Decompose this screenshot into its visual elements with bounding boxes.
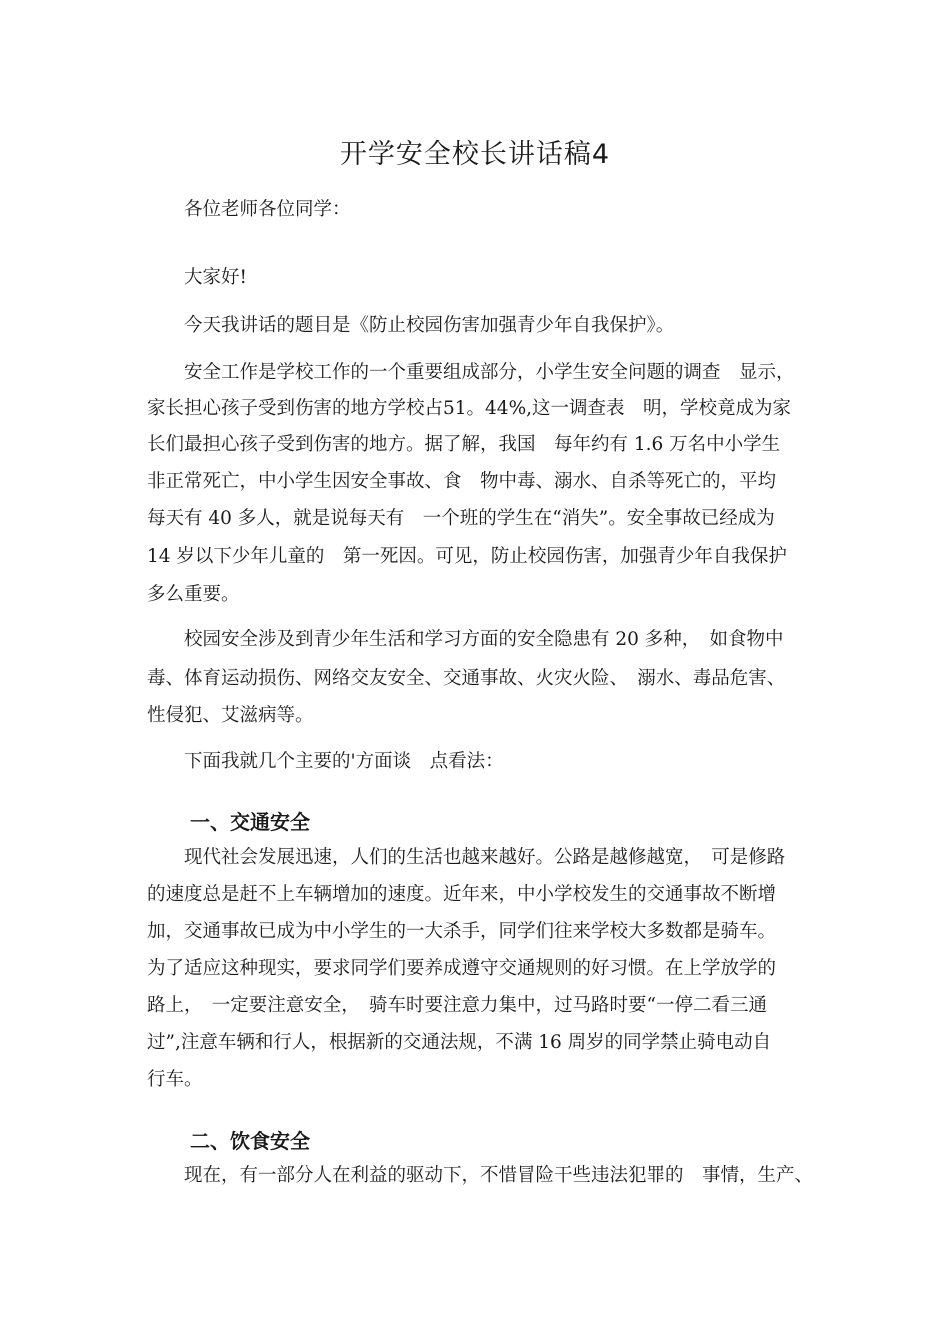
greeting: 大家好!: [184, 267, 247, 288]
section-heading: 一、交通安全: [190, 810, 310, 834]
paragraph-line: 14 岁以下少年儿童的 第一死因。可见，防止校园伤害，加强青少年自我保护: [147, 546, 787, 567]
paragraph-line: 毒、体育运动损伤、网络交友安全、交通事故、火灾火险、 溺水、毒品危害、: [147, 668, 786, 689]
paragraph-line: 现在，有一部分人在利益的驱动下，不惜冒险干些违法犯罪的 事情，生产、: [184, 1165, 814, 1186]
document-title: 开学安全校长讲话稿4: [339, 139, 611, 170]
salutation: 各位老师各位同学：: [184, 199, 351, 220]
section-heading: 二、饮食安全: [190, 1129, 310, 1153]
paragraph-line: 过”,注意车辆和行人，根据新的交通法规，不满 16 周岁的同学禁止骑电动自: [147, 1032, 772, 1053]
paragraph-line: 加，交通事故已成为中小学生的一大杀手，同学们往来学校大多数都是骑车。: [147, 921, 777, 942]
paragraph-line: 下面我就几个主要的'方面谈 点看法：: [184, 751, 504, 772]
paragraph-line: 家长担心孩子受到伤害的地方学校占51。44%,这一调查表 明，学校竟成为家: [147, 398, 792, 419]
paragraph-line: 安全工作是学校工作的一个重要组成部分，小学生安全问题的调查 显示，: [184, 362, 795, 383]
paragraph-line: 为了适应这种现实，要求同学们要养成遵守交通规则的好习惯。在上学放学的: [147, 958, 777, 979]
paragraph-line: 的速度总是赶不上车辆增加的速度。近年来，中小学校发生的交通事故不断增: [147, 884, 777, 905]
paragraph-line: 现代社会发展迅速，人们的生活也越来越好。公路是越修越宽， 可是修路: [184, 847, 786, 868]
paragraph-line: 非正常死亡，中小学生因安全事故、食 物中毒、溺水、自杀等死亡的，平均: [147, 471, 777, 492]
paragraph-line: 校园安全涉及到青少年生活和学习方面的安全隐患有 20 多种， 如食物中: [184, 629, 784, 650]
speech-topic: 今天我讲话的题目是《防止校园伤害加强青少年自我保护》。: [184, 315, 675, 336]
paragraph-line: 性侵犯、艾滋病等。: [147, 705, 314, 726]
paragraph-line: 长们最担心孩子受到伤害的地方。据了解，我国 每年约有 1.6 万名中小学生: [147, 434, 781, 455]
paragraph-line: 每天有 40 多人，就是说每天有 一个班的学生在“消失”。安全事故已经成为: [147, 508, 775, 529]
paragraph-line: 路上， 一定要注意安全， 骑车时要注意力集中，过马路时要“一停二看三通: [147, 995, 767, 1016]
paragraph-line: 行车。: [147, 1069, 203, 1090]
paragraph-line: 多么重要。: [147, 584, 240, 605]
